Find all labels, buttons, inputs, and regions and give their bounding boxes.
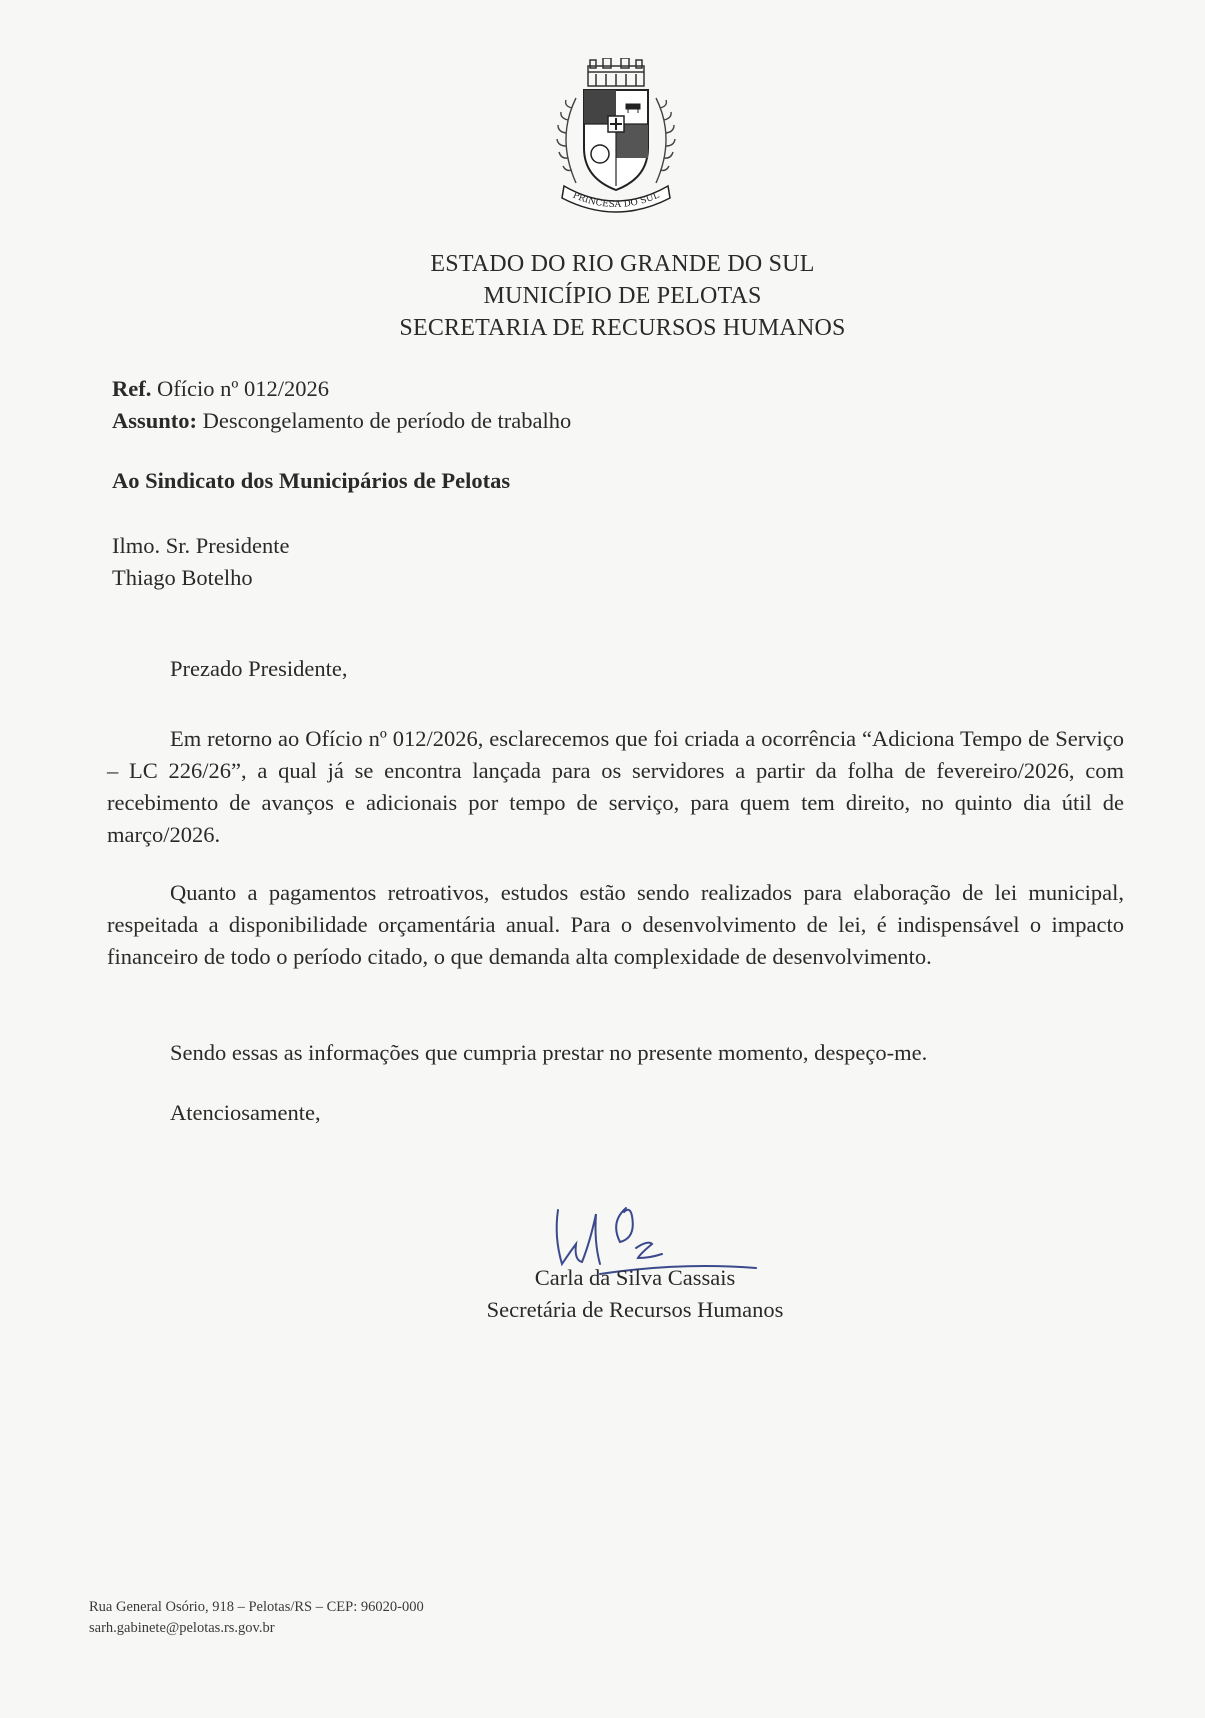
- subject-label: Assunto:: [112, 408, 198, 433]
- coat-of-arms-icon: [546, 58, 686, 218]
- footer-address: Rua General Osório, 918 – Pelotas/RS – CEP: 96020-000: [89, 1599, 424, 1615]
- body-paragraph: Quanto a pagamentos retroativos, estudos estão sendo realizados para elaboração de lei municipal, respeitada a disponibilidade orçamentária anual. Para o desenvolvimento de lei, é indispensável o impacto financeiro de todo o período citado, o que demanda alta complexidade de desenvolvimento.: [107, 880, 1124, 969]
- recipient-name: Thiago Botelho: [112, 565, 253, 590]
- signer-name: Carla da Silva Cassais: [534, 1265, 736, 1290]
- ref-value: Ofício nº 012/2026: [156, 376, 329, 401]
- recipient-title: Ilmo. Sr. Presidente: [112, 533, 290, 558]
- recipient-block: [112, 530, 289, 594]
- header-municipality: MUNICÍPIO DE PELOTAS: [483, 283, 762, 309]
- subject-value: Descongelamento de período de trabalho: [202, 408, 572, 433]
- letterhead: [0, 248, 1205, 344]
- reference-block: [112, 373, 571, 437]
- addressee: Ao Sindicato dos Municipários de Pelotas: [112, 468, 511, 493]
- signer-block: [400, 1262, 870, 1326]
- body-paragraph: Em retorno ao Ofício nº 012/2026, esclarecemos que foi criada a ocorrência “Adiciona Tempo de Serviço – LC 226/26”, a qual já se encontra lançada para os servidores a partir da folha de fevereiro/2026, com recebimento de avanços e adicionais por tempo de serviço, para quem tem direito, no quinto dia útil de março/2026.: [107, 726, 1124, 847]
- salutation: Prezado Presidente,: [170, 656, 348, 681]
- closing: Atenciosamente,: [170, 1100, 321, 1125]
- footer-email: sarh.gabinete@pelotas.rs.gov.br: [89, 1620, 275, 1636]
- body-paragraph: Sendo essas as informações que cumpria prestar no presente momento, despeço-me.: [170, 1040, 928, 1065]
- ref-label: Ref.: [112, 376, 152, 401]
- footer: [89, 1597, 424, 1639]
- crest-motto: PRINCESA DO SUL: [571, 190, 661, 211]
- signer-role: Secretária de Recursos Humanos: [486, 1297, 784, 1322]
- header-state: ESTADO DO RIO GRANDE DO SUL: [430, 251, 815, 277]
- header-department: SECRETARIA DE RECURSOS HUMANOS: [399, 315, 846, 341]
